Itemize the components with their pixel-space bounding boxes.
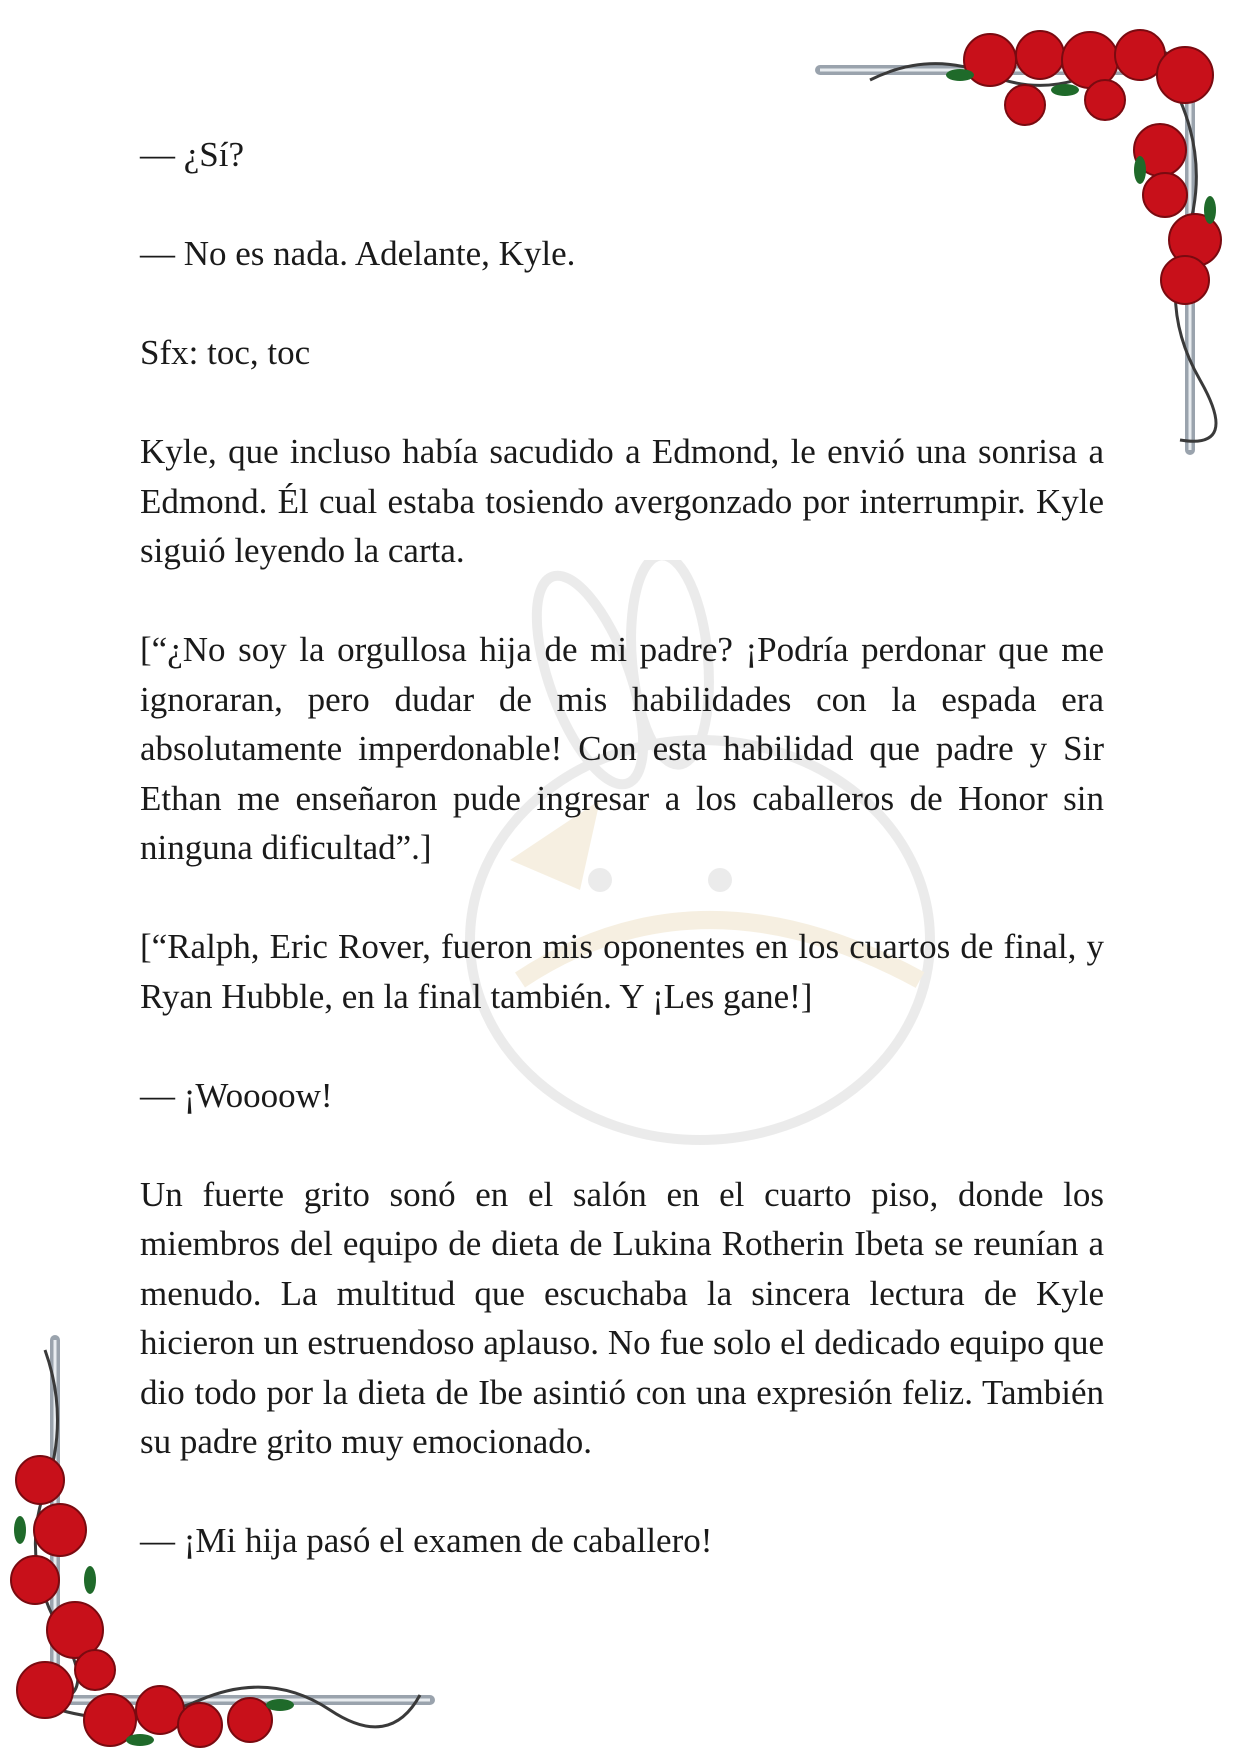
dialogue-line: — ¿Sí? — [140, 135, 245, 174]
narration-paragraph: Kyle, que incluso había sacudido a Edmond, le envió una sonrisa a Edmond. Él cual estaba tosiendo avergonzado por interrumpir. Kyle siguió leyendo la carta. — [140, 432, 1104, 570]
letter-quote-paragraph: [“¿No soy la orgullosa hija de mi padre? ¡Podría perdonar que me ignoraran, pero dudar de mis habilidades con la espada era absolutamente imperdonable! Con esta habilidad que padre y Sir Ethan me enseñaron pude ingresar a los caballeros de Honor sin ninguna dificultad”.] — [140, 630, 1104, 867]
dialogue-line: — ¡Woooow! — [140, 1075, 333, 1115]
dialogue-line: — ¡Mi hija pasó el examen de caballero! — [140, 1521, 713, 1560]
story-text — [140, 130, 1104, 1615]
dialogue-line: — No es nada. Adelante, Kyle. — [140, 234, 576, 273]
letter-quote-paragraph: [“Ralph, Eric Rover, fueron mis oponentes en los cuartos de final, y Ryan Hubble, en la final también. Y ¡Les gane!] — [140, 927, 1104, 1016]
sound-effect-line: Sfx: toc, toc — [140, 333, 311, 372]
narration-paragraph: Un fuerte grito sonó en el salón en el cuarto piso, donde los miembros del equipo de dieta de Lukina Rotherin Ibeta se reunían a menudo. La multitud que escuchaba la sincera lectura de Kyle hicieron un estruendoso aplauso. No fue solo el dedicado equipo que dio todo por la dieta de Ibe asintió con una expresión feliz. También su padre grito muy emocionado. — [140, 1174, 1104, 1461]
